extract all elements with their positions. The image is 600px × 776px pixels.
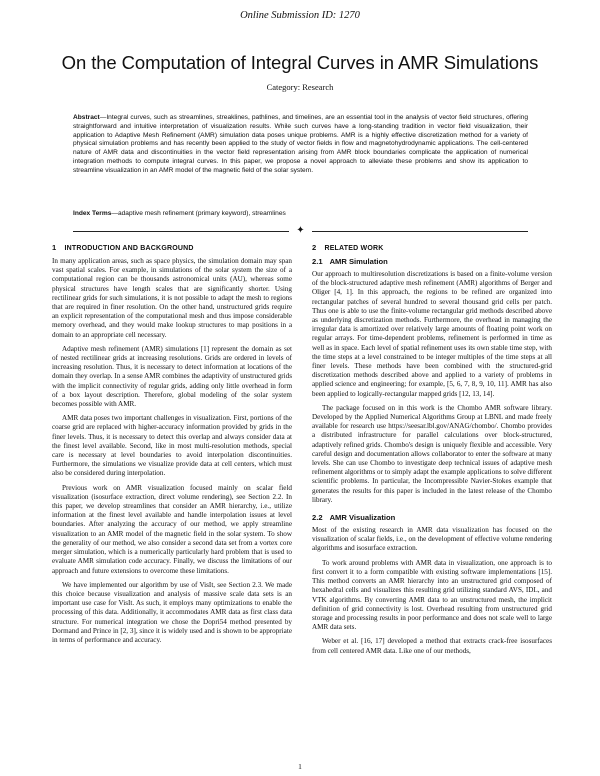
subsection-heading-2-2 bbox=[312, 513, 552, 522]
paragraph: Previous work on AMR visualization focused mainly on scalar field visualization (isosurface extraction, direct volume rendering), see Section 2.2. In this paper, we develop streamlines that consider an AMR hierarchy, i.e., utilize information at the finest level available and handle interpolation issues at level boundaries. After analyzing the accuracy of our method, we apply streamline visualization to an AMR model of the magnetic field in the solar system. To show the generality of our method, we also consider a second data set from a vortex core merger simulation, which is a numerically particularly hard problem that is used to evaluate AMR simulation code accuracy. Finally, we discuss the limitations of our approach and future extensions to overcome these limitations. bbox=[52, 483, 292, 575]
submission-id: Online Submission ID: 1270 bbox=[240, 10, 360, 21]
paragraph: To work around problems with AMR data in visualization, one approach is to first convert it to a form compatible with existing software implementations [15]. This method converts an AMR hierarchy into an unstructured grid composed of hexahedral cells and visualizes this resulting grid utilizing standard AVS, IDL, and VTK algorithms. By converting AMR data to an unstructured mesh, the implicit definition of grid connectivity is lost. Overhead resulting from unstructured grid storage and processing results in poor performance and does not scale well to large AMR data sets. bbox=[312, 558, 552, 632]
abstract-label: Abstract bbox=[73, 114, 100, 121]
abstract-text: —Integral curves, such as streamlines, streaklines, pathlines, and timelines, are an essential tool in the analysis of vector field structures, offering straightforward and intuitive interpretation of visualization results. While such curves have a long-standing tradition in vector field visualization, their application to Adaptive Mesh Refinement (AMR) simulation data poses unique problems. AMR is a highly effective discretization method for a variety of physical simulation problems and has recently been applied to the study of vector fields in flow and magnetohydrodynamic applications. The cell-centered nature of AMR data and discontinuities in the vector field representation arising from AMR block boundaries complicate the application of numerical integration methods to compute integral curves. In this paper, we propose a novel approach to alleviate these problems and show its application to streamline visualization in an AMR model of the magnetic field of the solar system. bbox=[73, 114, 528, 174]
paragraph: Our approach to multiresolution discretizations is based on a finite-volume version of the block-structured adaptive mesh refinement (AMR) algorithms of Berger and Oliger [4, 1]. In this approach, the regions to be refined are organized into rectangular patches of several hundred to several thousand grid cells per patch. Thus one is able to use the finite-volume rectangular grid methods described above as underlying discretization methods. Furthermore, the overhead in managing the irregular data is amortized over relatively large amounts of floating point work on regular arrays. For time-dependent problems, refinement is performed in time as well as in space. Each level of spatial refinement uses its own stable time step, with the time steps at a level constrained to be integer multiples of the time steps at all finer levels. These methods have been combined with the structured-grid discretization methods described above and applied to a variety of problems in applied science and engineering; for example, [5, 6, 7, 8, 9, 10, 11]. AMR has also been applied to logically-rectangular mapped grids [12, 13, 14]. bbox=[312, 270, 552, 398]
index-terms-text: —adaptive mesh refinement (primary keyword), streamlines bbox=[111, 210, 286, 217]
paragraph: Adaptive mesh refinement (AMR) simulations [1] represent the domain as set of nested rectilinear grids at increasing resolutions. Grids are ordered in levels of increasing resolution. Thus, it is necessary to detect information at locations of the domain they overlap. In a sense AMR combines the adaptivity of unstructured grids with the implicit connectivity of regular grids, adding only little overhead in form of a box layout description. Therefore, global modeling of the solar system becomes possible with AMR. bbox=[52, 344, 292, 409]
subsection-title: AMR Simulation bbox=[329, 257, 388, 266]
subsection-number: 2.1 bbox=[312, 257, 323, 266]
paper-category: Category: Research bbox=[266, 82, 334, 92]
paragraph: Weber et al. [16, 17] developed a method that extracts crack-free isosurfaces from cell centered AMR data. Like one of our methods, bbox=[312, 637, 552, 655]
subsection-heading-2-1 bbox=[312, 257, 552, 266]
section-heading-1 bbox=[52, 243, 292, 252]
abstract bbox=[73, 114, 528, 176]
section-number: 1 bbox=[52, 243, 57, 252]
section-heading-2 bbox=[312, 243, 552, 252]
paragraph: AMR data poses two important challenges in visualization. First, portions of the coarse grid are replaced with higher-accuracy information provided by grids in the finer levels. Thus, it is necessary to detect this overlap and always consider data at the finest level available. Second, like in most multi-resolution methods, special care is necessary at level boundaries to avoid interpolation discontinuities. Furthermore, the simulations we visualize provide data at cell centers, which must also be considered during interpolation. bbox=[52, 414, 292, 478]
divider-star-icon: ✦ bbox=[296, 225, 305, 236]
section-divider bbox=[73, 225, 528, 236]
paragraph: The package focused on in this work is the Chombo AMR software library. Developed by the Applied Numerical Algorithms Group at LBNL and made freely available for research use https://seesar.lbl.gov/ANAG/chombo/. Chombo provides a distributed infrastructure for parallel calculations over block-structured, adaptively refined grids. Chombo's design is uniquely flexible and accessible. Very careful design and documentation allows collaborator to enter the software at many levels. She can use Chombo to investigate deep technical issues of adaptive mesh refinement algorithms or to simply adapt the example applications to solve different scientific problems. In particular, the Incompressible Navier-Stokes example that generates the results for this paper is included in the latest release of the Chombo library. bbox=[312, 403, 553, 504]
divider-rule-right bbox=[312, 231, 528, 232]
page-number: 1 bbox=[298, 762, 302, 771]
paper-title: On the Computation of Integral Curves in AMR Simulations bbox=[61, 52, 539, 73]
left-column bbox=[52, 243, 292, 645]
paragraph: In many application areas, such as space physics, the simulation domain may span vast spatial scales. For example, in simulations of the solar system the size of a computational region can be thousands astronomical units (AU), whereas some physical structures have length scales that are significantly shorter. Using rectilinear grids for such simulations, it is not possible to adapt the mesh to regions that are required in finer resolution. On the other hand, unstructured grids require an explicit representation of the computational mesh and thus impose considerable memory overhead, and they would make lookup structures to map positions in a domain to an appropriate cell necessary. bbox=[52, 257, 292, 339]
section-number: 2 bbox=[312, 243, 317, 252]
divider-rule-left bbox=[73, 231, 289, 232]
section-title: RELATED WORK bbox=[324, 245, 384, 252]
subsection-number: 2.2 bbox=[312, 513, 323, 523]
index-terms-label: Index Terms bbox=[73, 210, 112, 217]
paragraph: We have implemented our algorithm by use of VisIt, see Section 2.3. We made this choice because visualization and analysis of massive scale data sets is an important use case for VisIt. As such, it employs many optimizations to enable the processing of this data. Additionally, it accommodates AMR data as first class data structure. For numerical integration we chose the Dopri54 method presented by Dormand and Prince in [2, 3], since it is widely used and is shown to be appropriate in terms of performance and accuracy. bbox=[52, 580, 292, 644]
index-terms bbox=[73, 210, 528, 219]
paragraph: Most of the existing research in AMR data visualization has focused on the visualization of scalar fields, i.e., on the development of effective volume rendering algorithms and isosurface extraction. bbox=[312, 526, 552, 553]
right-column bbox=[312, 243, 552, 656]
section-title: INTRODUCTION AND BACKGROUND bbox=[64, 245, 194, 252]
subsection-title: AMR Visualization bbox=[329, 513, 396, 523]
